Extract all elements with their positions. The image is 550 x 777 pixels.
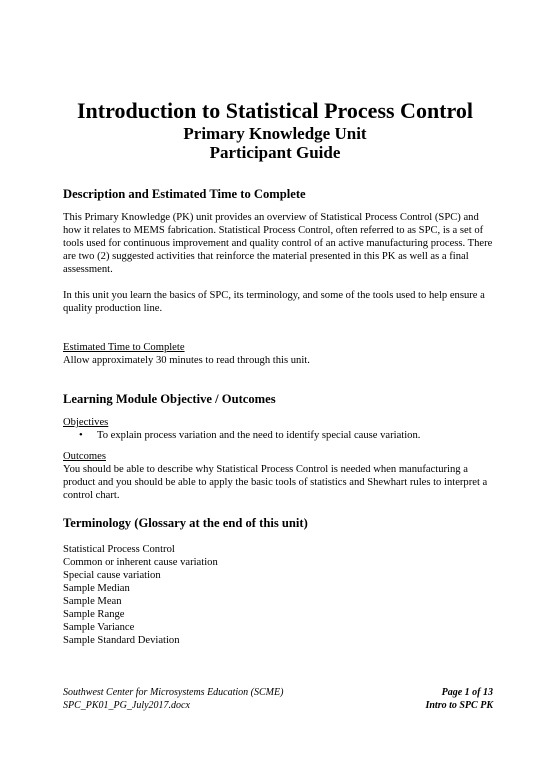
description-section	[63, 187, 493, 367]
term-item: Sample Mean	[63, 596, 122, 607]
description-paragraph-1: This Primary Knowledge (PK) unit provides an overview of Statistical Process Control (SPC) and how it relates to MEMS fabrication. Statistical Process Control, often referred to as SPC, is a set of tools used for continuous improvement and quality control of an active manufacturing process. There are two (2) suggested activities that reinforce the material presented in this PK as well as a final assessment.	[63, 212, 493, 275]
outcomes-label: Outcomes	[63, 451, 106, 462]
bullet-icon: •	[79, 430, 83, 441]
page-footer	[63, 687, 493, 712]
footer-organization: Southwest Center for Microsystems Education (SCME)	[63, 687, 284, 698]
estimated-time-label: Estimated Time to Complete	[63, 342, 185, 353]
term-item: Sample Variance	[63, 622, 135, 633]
document-subtitle-unit: Primary Knowledge Unit	[183, 124, 367, 143]
objectives-label: Objectives	[63, 417, 109, 428]
term-item: Sample Range	[63, 609, 125, 620]
footer-filename: SPC_PK01_PG_July2017.docx	[63, 699, 190, 711]
document-title: Introduction to Statistical Process Control	[77, 98, 473, 123]
objectives-section	[63, 392, 493, 502]
footer-page-number: Page 1 of 13	[441, 687, 493, 698]
term-item: Special cause variation	[63, 570, 161, 581]
terminology-heading: Terminology (Glossary at the end of this unit)	[63, 516, 308, 530]
description-paragraph-2: In this unit you learn the basics of SPC, its terminology, and some of the tools used to help ensure a quality production line.	[63, 290, 485, 314]
term-item: Common or inherent cause variation	[63, 557, 218, 568]
description-heading: Description and Estimated Time to Complete	[63, 187, 306, 201]
title-block	[0, 98, 550, 162]
objective-item-text: To explain process variation and the need to identify special cause variation.	[97, 430, 421, 441]
terminology-section	[63, 516, 493, 647]
term-item: Sample Standard Deviation	[63, 635, 180, 646]
objectives-heading: Learning Module Objective / Outcomes	[63, 392, 276, 406]
terminology-list	[63, 543, 493, 647]
outcomes-text: You should be able to describe why Statistical Process Control is needed when manufacturing a product and you should be able to apply the basic tools of statistics and Shewhart rules to interpret a control chart.	[63, 464, 488, 501]
footer-document-short-title: Intro to SPC PK	[425, 699, 493, 711]
estimated-time-text: Allow approximately 30 minutes to read through this unit.	[63, 355, 310, 366]
document-subtitle-guide: Participant Guide	[209, 143, 341, 162]
term-item: Statistical Process Control	[63, 544, 175, 555]
term-item: Sample Median	[63, 583, 130, 594]
objective-list-item	[63, 429, 493, 442]
